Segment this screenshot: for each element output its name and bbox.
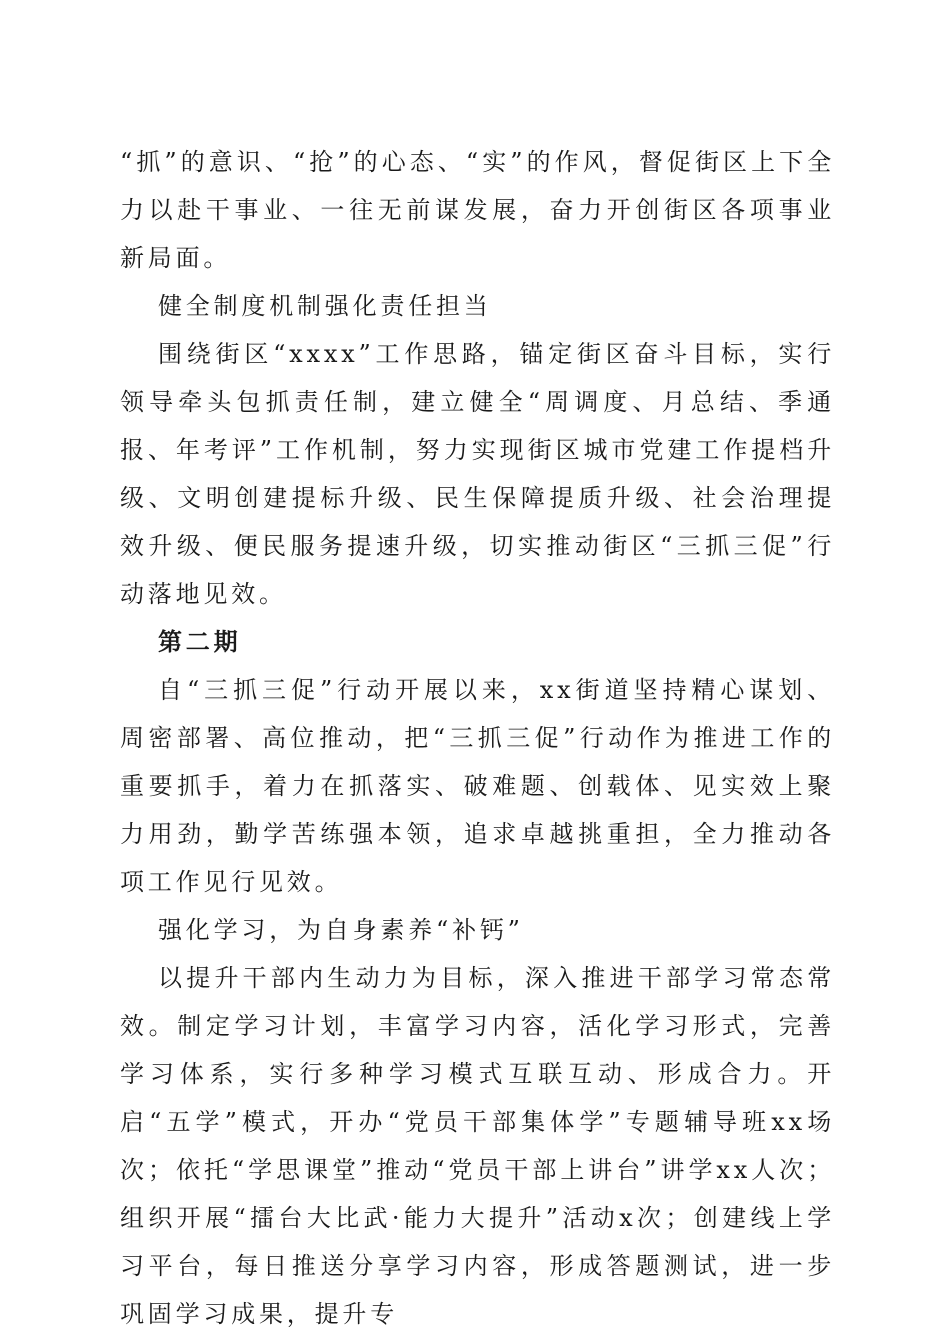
paragraph-continuation: “抓”的意识、“抢”的心态、“实”的作风，督促街区上下全力以赴干事业、一往无前谋发展，奋力开创街区各项事业新局面。 <box>120 148 835 272</box>
section-heading-study: 强化学习，为自身素养“补钙” <box>158 916 524 944</box>
paragraph-body: 围绕街区“xxxx”工作思路，锚定街区奋斗目标，实行领导牵头包抓责任制，建立健全“周调度、月总结、季通报、年考评”工作机制，努力实现街区城市党建工作提档升级、文明创建提标升级、民生保障提质升级、社会治理提效升级、便民服务提速升级，切实推动街区“三抓三促”行动落地见效。 <box>120 340 835 608</box>
paragraph-body: 以提升干部内生动力为目标，深入推进干部学习常态常效。制定学习计划，丰富学习内容，活化学习形式，完善学习体系，实行多种学习模式互联互动、形成合力。开启“五学”模式，开办“党员干部集体学”专题辅导班xx场次；依托“学思课堂”推动“党员干部上讲台”讲学xx人次；组织开展“擂台大比武·能力大提升”活动x次；创建线上学习平台，每日推送分享学习内容，形成答题测试，进一步巩固学习成果，提升专 <box>120 964 835 1328</box>
document-body <box>120 138 835 1338</box>
section-heading-system-mechanism: 健全制度机制强化责任担当 <box>158 292 492 320</box>
issue-heading-second: 第二期 <box>158 627 242 656</box>
paragraph-body: 自“三抓三促”行动开展以来，xx街道坚持精心谋划、周密部署、高位推动，把“三抓三促”行动作为推进工作的重要抓手，着力在抓落实、破难题、创载体、见实效上聚力用劲，勤学苦练强本领，追求卓越挑重担，全力推动各项工作见行见效。 <box>120 676 835 896</box>
